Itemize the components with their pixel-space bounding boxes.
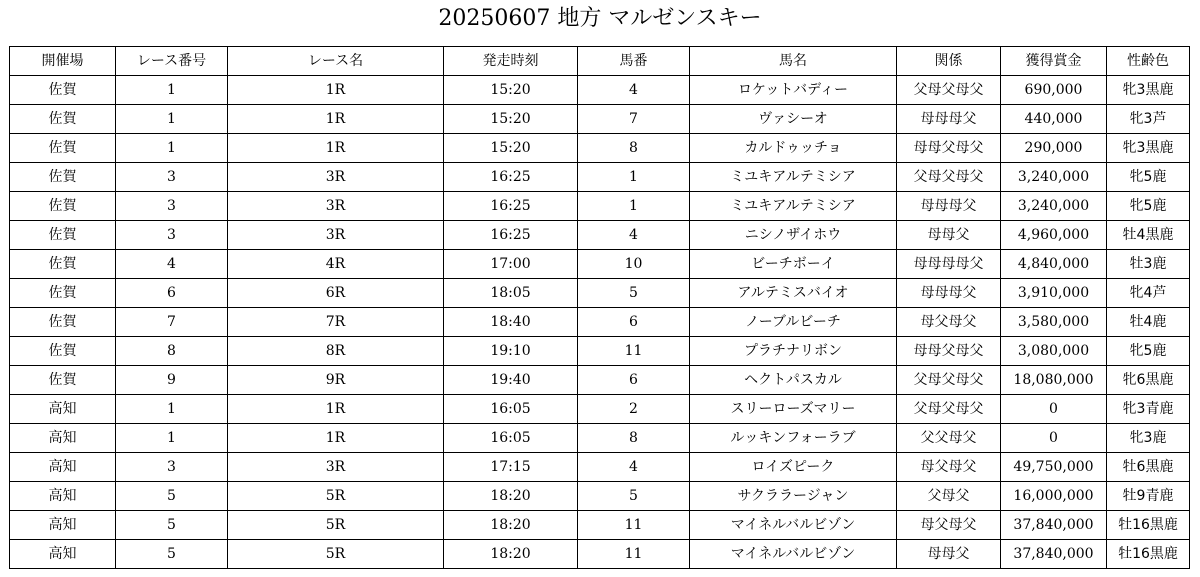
post-time-cell: 18:20 [444,540,578,569]
table-body [10,76,1190,569]
horse-number-cell: 11 [578,511,690,540]
horse-name-cell: ヘクトパスカル [690,366,897,395]
venue-cell: 佐賀 [10,250,116,279]
table-row [10,511,1190,540]
header-sex-age-color: 性齢色 [1107,47,1190,76]
earnings-cell: 18,080,000 [1001,366,1107,395]
relation-cell: 母父母父 [897,511,1001,540]
sex-age-color-cell: 牝5鹿 [1107,163,1190,192]
relation-cell: 母母母父 [897,279,1001,308]
race-number-cell: 1 [116,134,228,163]
horse-name-cell: マイネルバルビゾン [690,540,897,569]
horse-number-cell: 6 [578,308,690,337]
race-number-cell: 5 [116,540,228,569]
relation-cell: 母父母父 [897,453,1001,482]
horse-name-cell: アルテミスバイオ [690,279,897,308]
relation-cell: 父母父母父 [897,76,1001,105]
venue-cell: 高知 [10,395,116,424]
venue-cell: 佐賀 [10,192,116,221]
horse-name-cell: ヴァシーオ [690,105,897,134]
table-row [10,279,1190,308]
venue-cell: 佐賀 [10,221,116,250]
earnings-cell: 4,840,000 [1001,250,1107,279]
horse-name-cell: ミユキアルテミシア [690,163,897,192]
header-race-number: レース番号 [116,47,228,76]
relation-cell: 母母母母父 [897,250,1001,279]
table-row [10,453,1190,482]
race-number-cell: 1 [116,395,228,424]
horse-number-cell: 2 [578,395,690,424]
page-title: 20250607 地方 マルゼンスキー [438,6,762,31]
race-number-cell: 5 [116,482,228,511]
table-row [10,163,1190,192]
sex-age-color-cell: 牡9青鹿 [1107,482,1190,511]
horse-name-cell: ミユキアルテミシア [690,192,897,221]
earnings-cell: 3,080,000 [1001,337,1107,366]
sex-age-color-cell: 牝4芦 [1107,279,1190,308]
earnings-cell: 3,910,000 [1001,279,1107,308]
venue-cell: 佐賀 [10,163,116,192]
relation-cell: 父母父 [897,482,1001,511]
race-number-cell: 3 [116,192,228,221]
venue-cell: 佐賀 [10,279,116,308]
earnings-cell: 3,240,000 [1001,163,1107,192]
relation-cell: 父母父母父 [897,366,1001,395]
header-venue: 開催場 [10,47,116,76]
earnings-cell: 0 [1001,395,1107,424]
horse-number-cell: 1 [578,163,690,192]
horse-name-cell: ロイズピーク [690,453,897,482]
relation-cell: 父母父母父 [897,395,1001,424]
table-row [10,540,1190,569]
relation-cell: 母母母父 [897,192,1001,221]
horse-number-cell: 1 [578,192,690,221]
post-time-cell: 19:40 [444,366,578,395]
race-number-cell: 3 [116,453,228,482]
race-name-cell: 5R [228,540,444,569]
relation-cell: 母母父母父 [897,337,1001,366]
results-table [9,46,1190,569]
relation-cell: 母母父 [897,540,1001,569]
earnings-cell: 16,000,000 [1001,482,1107,511]
relation-cell: 父母父母父 [897,163,1001,192]
table-row [10,308,1190,337]
race-number-cell: 5 [116,511,228,540]
venue-cell: 高知 [10,424,116,453]
sex-age-color-cell: 牝3芦 [1107,105,1190,134]
post-time-cell: 15:20 [444,134,578,163]
relation-cell: 父父母父 [897,424,1001,453]
horse-number-cell: 11 [578,540,690,569]
relation-cell: 母母母父 [897,105,1001,134]
earnings-cell: 290,000 [1001,134,1107,163]
race-name-cell: 7R [228,308,444,337]
post-time-cell: 19:10 [444,337,578,366]
sex-age-color-cell: 牝3青鹿 [1107,395,1190,424]
horse-number-cell: 8 [578,134,690,163]
earnings-cell: 0 [1001,424,1107,453]
post-time-cell: 18:05 [444,279,578,308]
post-time-cell: 16:25 [444,163,578,192]
race-name-cell: 1R [228,105,444,134]
sex-age-color-cell: 牝6黒鹿 [1107,366,1190,395]
race-name-cell: 3R [228,192,444,221]
venue-cell: 高知 [10,540,116,569]
sex-age-color-cell: 牝5鹿 [1107,192,1190,221]
earnings-cell: 3,580,000 [1001,308,1107,337]
horse-number-cell: 11 [578,337,690,366]
table-row [10,424,1190,453]
header-row [10,47,1190,76]
post-time-cell: 18:20 [444,482,578,511]
race-name-cell: 9R [228,366,444,395]
venue-cell: 佐賀 [10,105,116,134]
sex-age-color-cell: 牡16黒鹿 [1107,511,1190,540]
race-name-cell: 8R [228,337,444,366]
race-number-cell: 1 [116,105,228,134]
venue-cell: 佐賀 [10,366,116,395]
header-relation: 関係 [897,47,1001,76]
horse-name-cell: サクララージャン [690,482,897,511]
table-row [10,395,1190,424]
race-name-cell: 3R [228,163,444,192]
venue-cell: 高知 [10,482,116,511]
table-row [10,337,1190,366]
horse-number-cell: 4 [578,221,690,250]
horse-number-cell: 4 [578,453,690,482]
horse-name-cell: スリーローズマリー [690,395,897,424]
horse-number-cell: 5 [578,279,690,308]
horse-number-cell: 4 [578,76,690,105]
horse-number-cell: 10 [578,250,690,279]
sex-age-color-cell: 牡4鹿 [1107,308,1190,337]
post-time-cell: 16:05 [444,395,578,424]
earnings-cell: 49,750,000 [1001,453,1107,482]
race-number-cell: 1 [116,76,228,105]
horse-name-cell: ノーブルビーチ [690,308,897,337]
venue-cell: 佐賀 [10,337,116,366]
sex-age-color-cell: 牡6黒鹿 [1107,453,1190,482]
race-name-cell: 1R [228,134,444,163]
horse-number-cell: 8 [578,424,690,453]
race-name-cell: 3R [228,453,444,482]
post-time-cell: 15:20 [444,76,578,105]
table-row [10,192,1190,221]
relation-cell: 母父母父 [897,308,1001,337]
race-number-cell: 7 [116,308,228,337]
post-time-cell: 18:20 [444,511,578,540]
race-name-cell: 1R [228,395,444,424]
table-row [10,482,1190,511]
post-time-cell: 17:00 [444,250,578,279]
earnings-cell: 3,240,000 [1001,192,1107,221]
table-row [10,366,1190,395]
earnings-cell: 37,840,000 [1001,511,1107,540]
horse-number-cell: 5 [578,482,690,511]
race-name-cell: 5R [228,482,444,511]
header-earnings: 獲得賞金 [1001,47,1107,76]
horse-name-cell: プラチナリボン [690,337,897,366]
earnings-cell: 440,000 [1001,105,1107,134]
race-name-cell: 1R [228,76,444,105]
race-name-cell: 4R [228,250,444,279]
venue-cell: 高知 [10,453,116,482]
post-time-cell: 16:25 [444,221,578,250]
header-horse-number: 馬番 [578,47,690,76]
table-row [10,105,1190,134]
sex-age-color-cell: 牝3鹿 [1107,424,1190,453]
race-number-cell: 4 [116,250,228,279]
sex-age-color-cell: 牝3黒鹿 [1107,76,1190,105]
race-number-cell: 3 [116,221,228,250]
race-name-cell: 1R [228,424,444,453]
sex-age-color-cell: 牡3鹿 [1107,250,1190,279]
race-number-cell: 3 [116,163,228,192]
horse-name-cell: ルッキンフォーラブ [690,424,897,453]
race-number-cell: 1 [116,424,228,453]
sex-age-color-cell: 牡16黒鹿 [1107,540,1190,569]
table-row [10,250,1190,279]
horse-name-cell: ビーチボーイ [690,250,897,279]
table-row [10,134,1190,163]
venue-cell: 佐賀 [10,308,116,337]
relation-cell: 母母父 [897,221,1001,250]
horse-name-cell: カルドゥッチョ [690,134,897,163]
race-number-cell: 9 [116,366,228,395]
race-number-cell: 8 [116,337,228,366]
horse-number-cell: 6 [578,366,690,395]
earnings-cell: 690,000 [1001,76,1107,105]
venue-cell: 佐賀 [10,76,116,105]
post-time-cell: 15:20 [444,105,578,134]
sex-age-color-cell: 牡4黒鹿 [1107,221,1190,250]
header-post-time: 発走時刻 [444,47,578,76]
race-name-cell: 3R [228,221,444,250]
race-name-cell: 5R [228,511,444,540]
race-number-cell: 6 [116,279,228,308]
horse-name-cell: マイネルバルビゾン [690,511,897,540]
sex-age-color-cell: 牝5鹿 [1107,337,1190,366]
post-time-cell: 18:40 [444,308,578,337]
header-race-name: レース名 [228,47,444,76]
table-row [10,221,1190,250]
earnings-cell: 37,840,000 [1001,540,1107,569]
horse-number-cell: 7 [578,105,690,134]
post-time-cell: 16:25 [444,192,578,221]
earnings-cell: 4,960,000 [1001,221,1107,250]
venue-cell: 高知 [10,511,116,540]
horse-name-cell: ニシノザイホウ [690,221,897,250]
venue-cell: 佐賀 [10,134,116,163]
horse-name-cell: ロケットバディー [690,76,897,105]
post-time-cell: 16:05 [444,424,578,453]
header-horse-name: 馬名 [690,47,897,76]
race-name-cell: 6R [228,279,444,308]
relation-cell: 母母父母父 [897,134,1001,163]
sex-age-color-cell: 牝3黒鹿 [1107,134,1190,163]
table-row [10,76,1190,105]
post-time-cell: 17:15 [444,453,578,482]
